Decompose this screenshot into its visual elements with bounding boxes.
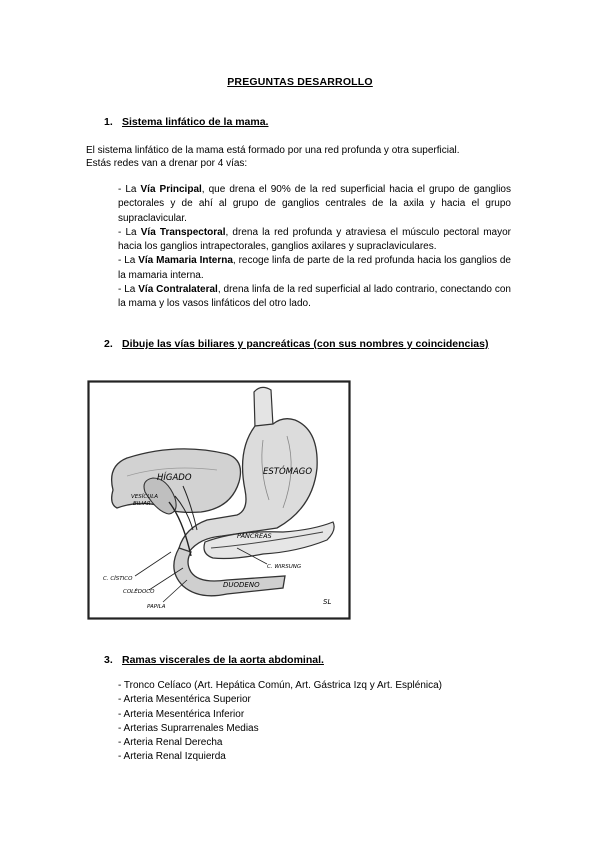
section-1-intro xyxy=(86,145,512,170)
gallbladder-label-1: VESÍCULA xyxy=(131,494,159,500)
section-2-heading xyxy=(104,338,489,350)
pancreas-label: PÁNCREAS xyxy=(237,532,272,540)
section-1-title: Sistema linfático de la mama. xyxy=(122,116,269,128)
list-item: - Arteria Mesentérica Superior xyxy=(118,694,251,706)
gallbladder-label-2: BILIAR xyxy=(133,501,151,507)
list-item: - Arteria Renal Izquierda xyxy=(118,751,226,763)
section-1-intro-line-2: Estás redes van a drenar por 4 vías: xyxy=(86,157,248,169)
list-item: - Tronco Celíaco (Art. Hepática Común, Art. Gástrica Izq y Art. Esplénica) xyxy=(118,680,443,691)
list-item: - La Vía Principal, que drena el 90% de la red superficial hacia el grupo de ganglios pectorales y de ahí al grupo de ganglios centrales de la axila y hacia el grupo supraclavicular. xyxy=(118,184,511,224)
wirsung-duct-label: C. WIRSUNG xyxy=(267,564,302,570)
section-3-list xyxy=(118,679,518,765)
papilla-label: PAPILA xyxy=(147,604,166,610)
list-item: - Arterias Suprarrenales Medias xyxy=(118,722,259,734)
cystic-duct-label: C. CÍSTICO xyxy=(103,576,133,582)
list-item: - La Vía Mamaria Interna, recoge linfa de parte de la red profunda hacia los ganglios de la mamaria interna. xyxy=(118,255,511,281)
esophagus-shape xyxy=(254,387,273,428)
stomach-label: ESTÓMAGO xyxy=(263,467,313,477)
section-3-number: 3. xyxy=(104,654,113,666)
section-3-title: Ramas viscerales de la aorta abdominal. xyxy=(122,654,324,666)
liver-label: HÍGADO xyxy=(157,473,192,483)
list-item: - Arteria Mesentérica Inferior xyxy=(118,708,245,720)
list-item: - La Vía Transpectoral, drena la red profunda y atraviesa el músculo pectoral mayor hacia los ganglios intrapectorales, ganglios axilares y supraclaviculares. xyxy=(118,226,511,253)
section-1-intro-line-1: El sistema linfático de la mama está formado por una red profunda y otra superficial. xyxy=(86,145,460,156)
list-item: - Arteria Renal Derecha xyxy=(118,737,223,749)
section-1-list xyxy=(118,183,511,312)
section-2-title: Dibuje las vías biliares y pancreáticas (con sus nombres y coincidencias) xyxy=(122,338,489,350)
biliary-pancreatic-drawing xyxy=(87,380,351,620)
choledochus-label: COLÉDOCO xyxy=(123,589,155,595)
artist-signature: SL xyxy=(323,598,332,606)
section-2-number: 2. xyxy=(104,338,113,350)
anatomy-illustration xyxy=(87,380,351,620)
list-item: - La Vía Contralateral, drena linfa de la red superficial al lado contrario, conectando con la mama y los vasos linfáticos del otro lado. xyxy=(118,284,511,310)
section-1-heading xyxy=(104,116,268,128)
page-title: PREGUNTAS DESARROLLO xyxy=(227,76,373,88)
section-3-heading xyxy=(104,654,324,666)
duodenum-label: DUODENO xyxy=(223,581,260,589)
section-1-number: 1. xyxy=(104,116,113,128)
